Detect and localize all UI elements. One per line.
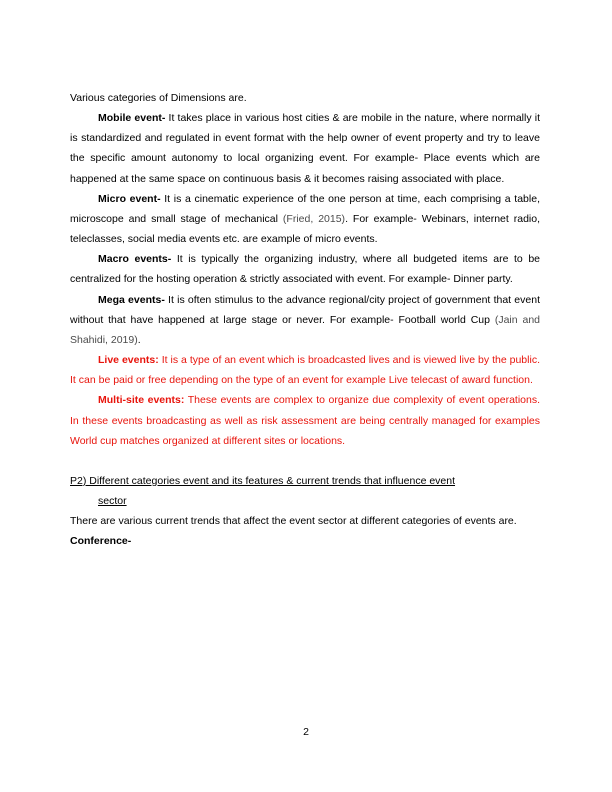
paragraph-body-mobile-event: It takes place in various host cities & are mobile in the nature, where normally it is standardized and regulated in event format with the help owner of event property and try to leave the specific amount autonomy to local organizing event. For example- Place events which are happened at the same space on continuous basis & it becomes raising associated with place. xyxy=(70,112,541,185)
paragraph-lead-mega-events: Mega events- xyxy=(98,293,165,306)
section-heading-line-1: P2) Different categories event and its features & current trends that influence event xyxy=(70,474,456,487)
citation-jain-shahidi-2019: (Jain and Shahidi, 2019) xyxy=(70,313,540,346)
paragraph-body-live-events: It is a type of an event which is broadcasted lives and is viewed live by the public. It can be paid or free depending on the type of an event for example Live telecast of award function. xyxy=(70,354,540,387)
paragraph-multi-site-events xyxy=(70,390,540,450)
intro-paragraph: Various categories of Dimensions are. xyxy=(70,92,247,104)
page-number: 2 xyxy=(303,726,309,738)
paragraph-lead-macro-events: Macro events- xyxy=(98,253,172,266)
paragraph-body-macro-events: It is typically the organizing industry, where all budgeted items are to be centralized for the hosting operation & strictly associated with event. For example- Dinner party. xyxy=(70,253,540,286)
paragraph-macro-events xyxy=(70,249,540,289)
section-heading xyxy=(70,471,540,511)
paragraph-body-multi-site-events: These events are complex to organize due complexity of event operations. In these events broadcasting as well as risk assessment are being centrally managed for examples World cup matches organized at different sites or locations. xyxy=(70,394,541,447)
conference-label: Conference- xyxy=(70,535,132,548)
paragraph-body-micro-event-before: It is a cinematic experience of the one person at time, each comprising a table, microscope and small stage of mechanical xyxy=(70,192,540,225)
paragraph-mobile-event xyxy=(70,108,540,189)
paragraph-body-micro-event-after: . For example- Webinars, internet radio, teleclasses, social media events etc. are example of micro events. xyxy=(70,212,540,246)
paragraph-micro-event xyxy=(70,189,540,249)
paragraph-lead-micro-event: Micro event- xyxy=(98,192,161,205)
paragraph-lead-multi-site-events: Multi-site events: xyxy=(98,394,185,407)
paragraph-lead-live-events: Live events: xyxy=(98,354,159,367)
citation-fried-2015: (Fried, 2015) xyxy=(282,212,346,225)
section-heading-block xyxy=(70,471,540,511)
paragraph-body-mega-events-before: It is often stimulus to the advance regional/city project of government that event without that have happened at large stage or never. For example- Football world Cup xyxy=(70,293,540,326)
paragraph-mega-events xyxy=(70,290,540,350)
paragraph-live-events xyxy=(70,350,540,390)
paragraph-lead-mobile-event: Mobile event- xyxy=(98,112,166,125)
section-heading-line-2: sector xyxy=(98,494,127,507)
closing-paragraph: There are various current trends that affect the event sector at different categories of events are. xyxy=(70,515,517,528)
paragraph-body-mega-events-after: . xyxy=(137,333,141,346)
